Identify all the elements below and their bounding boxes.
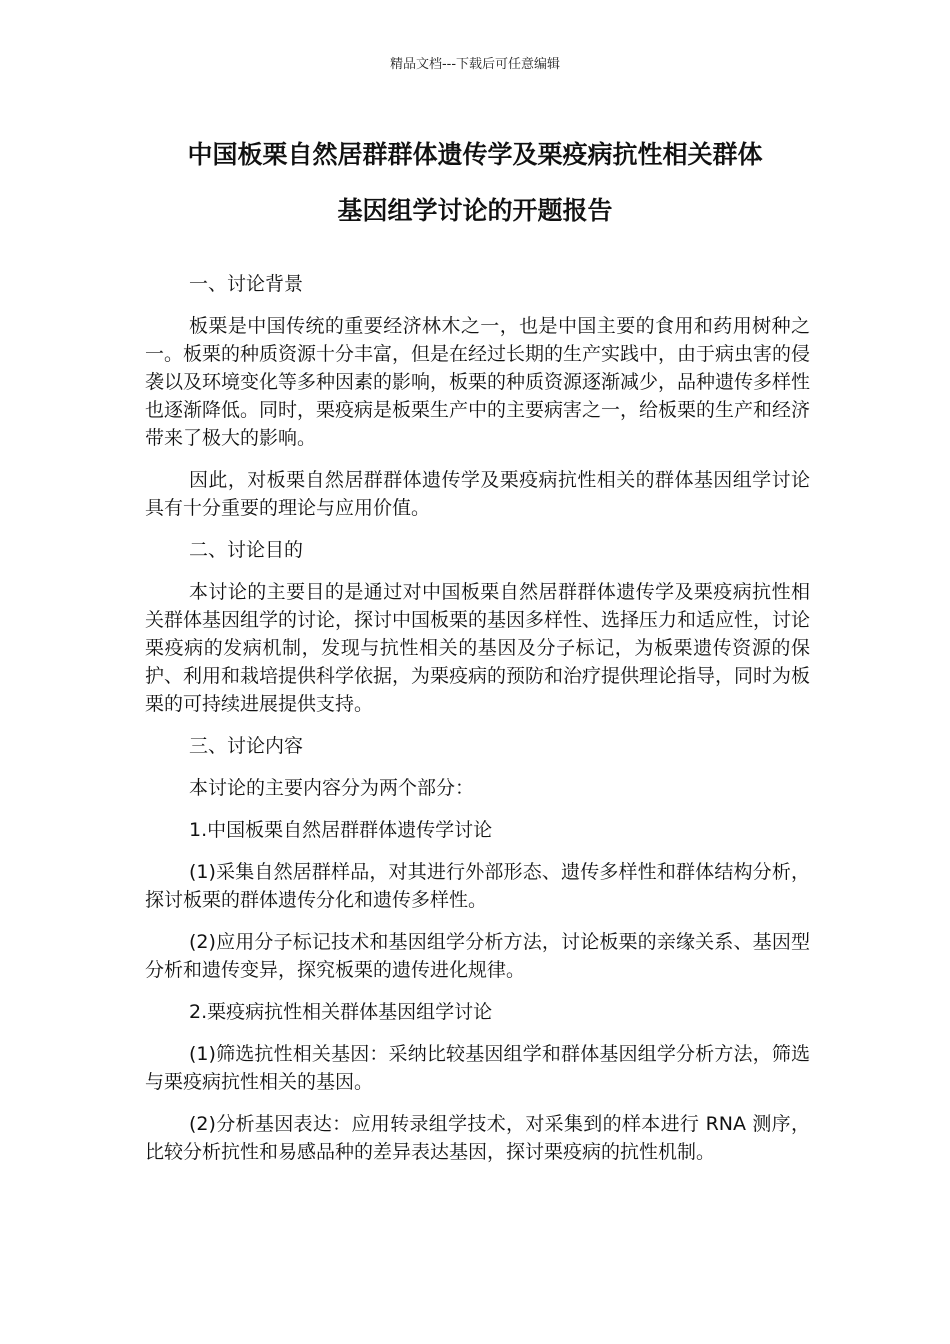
paragraph-purpose-1: 本讨论的主要目的是通过对中国板栗自然居群群体遗传学及栗疫病抗性相关群体基因组学的讨论，探讨中国板栗的基因多样性、选择压力和适应性，讨论栗疫病的发病机制，发现与抗性相关的基因及分子标记，为板栗遗传资源的保护、利用和栽培提供科学依据，为栗疫病的预防和治疗提供理论指导，同时为板栗的可持续进展提供支持。	[145, 581, 811, 715]
document-title-line-2: 基因组学讨论的开题报告	[337, 196, 613, 225]
section-heading-background: 一、讨论背景	[189, 273, 304, 295]
paragraph-content-intro: 本讨论的主要内容分为两个部分：	[189, 777, 475, 799]
paragraph-background-2: 因此，对板栗自然居群群体遗传学及栗疫病抗性相关的群体基因组学讨论具有十分重要的理论与应用价值。	[145, 469, 810, 519]
section-heading-purpose: 二、讨论目的	[189, 539, 304, 561]
subheading-part-1: 1.中国板栗自然居群群体遗传学讨论	[189, 819, 493, 841]
section-heading-content: 三、讨论内容	[189, 735, 304, 757]
paragraph-background-1: 板栗是中国传统的重要经济林木之一，也是中国主要的食用和药用树种之一。板栗的种质资源十分丰富，但是在经过长期的生产实践中，由于病虫害的侵袭以及环境变化等多种因素的影响，板栗的种质资源逐渐减少，品种遗传多样性也逐渐降低。同时，栗疫病是板栗生产中的主要病害之一，给板栗的生产和经济带来了极大的影响。	[145, 315, 811, 449]
paragraph-part-1-item-2: (2)应用分子标记技术和基因组学分析方法，讨论板栗的亲缘关系、基因型分析和遗传变异，探究板栗的遗传进化规律。	[145, 931, 810, 981]
paragraph-part-1-item-1: (1)采集自然居群样品，对其进行外部形态、遗传多样性和群体结构分析，探讨板栗的群体遗传分化和遗传多样性。	[145, 861, 810, 911]
document-body	[145, 270, 810, 1180]
subheading-part-2: 2.栗疫病抗性相关群体基因组学讨论	[189, 1001, 493, 1023]
header-note: 精品文档---下载后可任意编辑	[389, 57, 561, 72]
document-title-line-1: 中国板栗自然居群群体遗传学及栗疫病抗性相关群体	[187, 140, 763, 169]
paragraph-part-2-item-2: (2)分析基因表达：应用转录组学技术，对采集到的样本进行 RNA 测序，比较分析抗性和易感品种的差异表达基因，探讨栗疫病的抗性机制。	[145, 1113, 810, 1163]
paragraph-part-2-item-1: (1)筛选抗性相关基因：采纳比较基因组学和群体基因组学分析方法，筛选与栗疫病抗性相关的基因。	[145, 1043, 810, 1093]
